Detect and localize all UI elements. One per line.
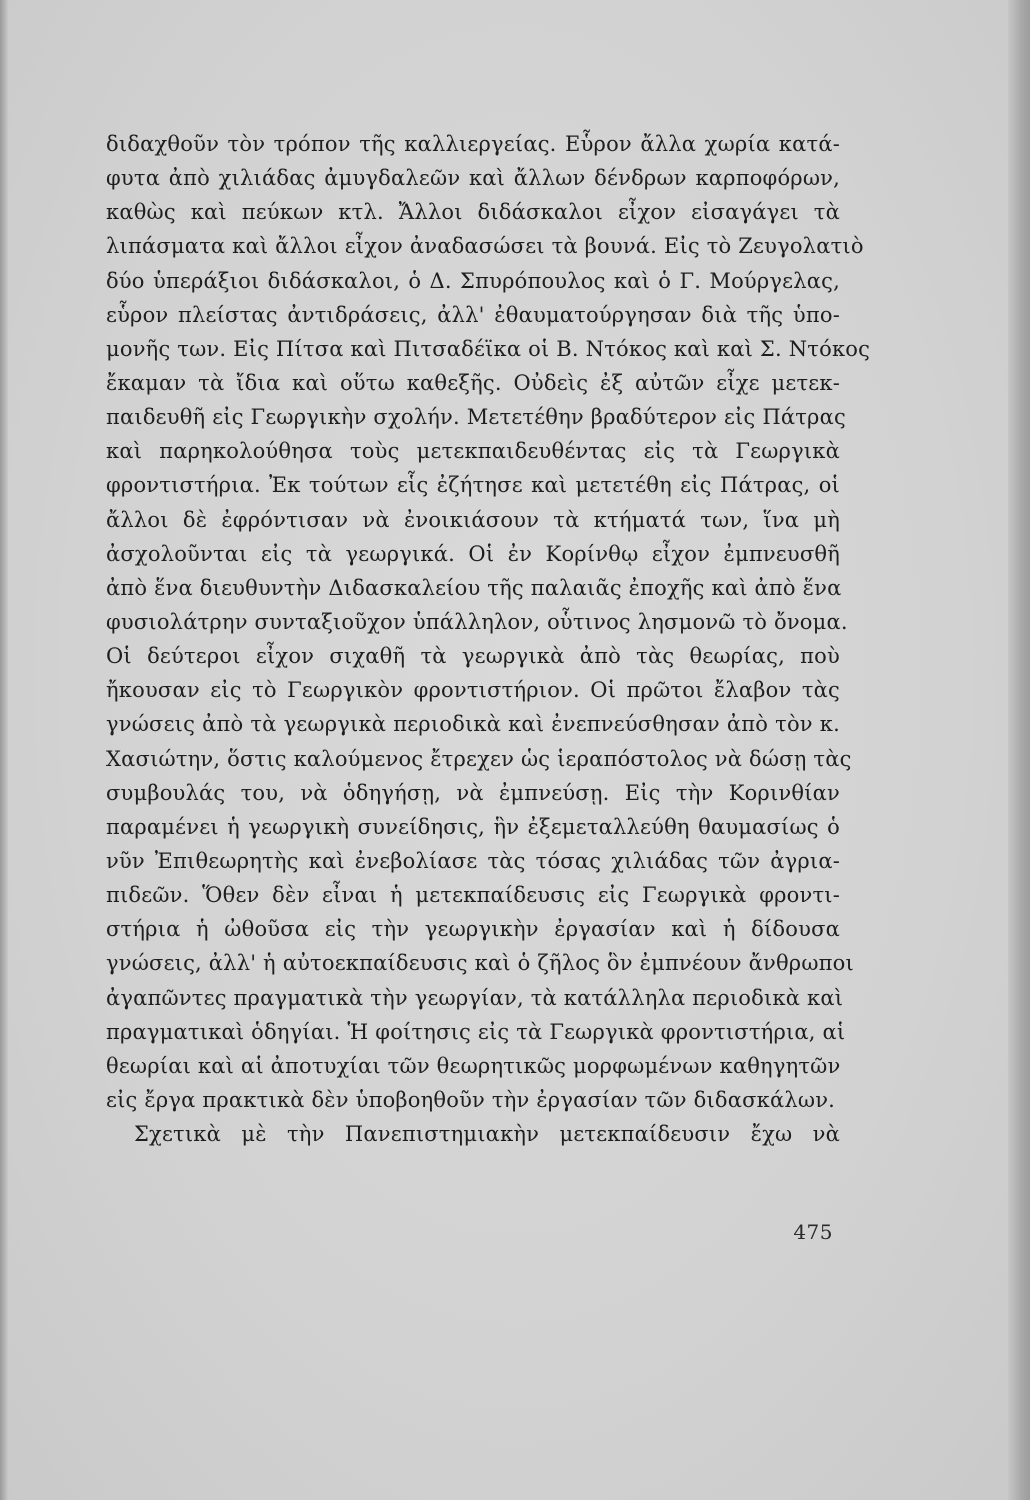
text-line: γνώσεις, ἀλλ' ἡ αὐτοεκπαίδευσις καὶ ὁ ζῆλος ὃν ἐμπνέουν ἄνθρωποι: [106, 951, 854, 976]
text-line: δύο ὑπεράξιοι διδάσκαλοι, ὁ Δ. Σπυρόπουλος καὶ ὁ Γ. Μούργελας,: [106, 268, 840, 293]
text-line: ἔκαμαν τὰ ἴδια καὶ οὕτω καθεξῆς. Οὐδεὶς ἐξ αὐτῶν εἶχε μετεκ-: [106, 370, 840, 395]
text-line: καθὼς καὶ πεύκων κτλ. Ἄλλοι διδάσκαλοι εἶχον εἰσαγάγει τὰ: [106, 200, 840, 225]
text-line: Χασιώτην, ὅστις καλούμενος ἔτρεχεν ὡς ἱεραπόστολος νὰ δώσῃ τὰς: [106, 746, 852, 771]
text-line: φροντιστήρια. Ἐκ τούτων εἷς ἐζήτησε καὶ μετετέθη εἰς Πάτρας, οἱ: [106, 473, 840, 498]
text-line: εὗρον πλείστας ἀντιδράσεις, ἀλλ' ἐθαυματούργησαν διὰ τῆς ὑπο-: [106, 302, 840, 327]
text-line: ἤκουσαν εἰς τὸ Γεωργικὸν φροντιστήριον. Οἱ πρῶτοι ἔλαβον τὰς: [106, 678, 840, 703]
text-line: πιδεῶν. Ὅθεν δὲν εἶναι ἡ μετεκπαίδευσις εἰς Γεωργικὰ φροντι-: [106, 883, 840, 908]
text-line: ἀσχολοῦνται εἰς τὰ γεωργικά. Οἱ ἐν Κορίνθῳ εἶχον ἐμπνευσθῆ: [106, 541, 840, 566]
text-line: Οἱ δεύτεροι εἶχον σιχαθῆ τὰ γεωργικὰ ἀπὸ τὰς θεωρίας, ποὺ: [106, 644, 840, 669]
text-line: μονῆς των. Εἰς Πίτσα καὶ Πιτσαδέϊκα οἱ Β. Ντόκος καὶ καὶ Σ. Ντόκος: [106, 336, 871, 361]
text-line: ἀπὸ ἕνα διευθυντὴν Διδασκαλείου τῆς παλαιᾶς ἐποχῆς καὶ ἀπὸ ἕνα: [106, 575, 842, 600]
text-line: στήρια ἡ ὠθοῦσα εἰς τὴν γεωργικὴν ἐργασίαν καὶ ἡ δίδουσα: [106, 917, 840, 942]
text-line: παραμένει ἡ γεωργικὴ συνείδησις, ἣν ἐξεμεταλλεύθη θαυμασίως ὁ: [106, 814, 840, 839]
text-line: λιπάσματα καὶ ἄλλοι εἶχον ἀναδασώσει τὰ βουνά. Εἰς τὸ Ζευγολατιὸ: [106, 234, 864, 259]
text-line: εἰς ἔργα πρακτικὰ δὲν ὑποβοηθοῦν τὴν ἐργασίαν τῶν διδασκάλων.: [106, 1087, 836, 1112]
text-line: νῦν Ἐπιθεωρητὴς καὶ ἐνεβολίασε τὰς τόσας χιλιάδας τῶν ἀγρια-: [106, 848, 840, 873]
text-line: παιδευθῆ εἰς Γεωργικὴν σχολήν. Μετετέθην βραδύτερον εἰς Πάτρας: [106, 405, 846, 430]
body-text: [106, 127, 871, 1151]
page-number: 475: [793, 1220, 833, 1244]
page-right-edge: [1008, 0, 1030, 1500]
text-line: πραγματικαὶ ὁδηγίαι. Ἡ φοίτησις εἰς τὰ Γεωργικὰ φροντιστήρια, αἱ: [106, 1019, 846, 1044]
text-line: ἀγαπῶντες πραγματικὰ τὴν γεωργίαν, τὰ κατάλληλα περιοδικὰ καὶ: [106, 985, 844, 1010]
text-line: διδαχθοῦν τὸν τρόπον τῆς καλλιεργείας. Εὗρον ἄλλα χωρία κατά-: [106, 132, 840, 156]
text-line: φυσιολάτρην συνταξιοῦχον ὑπάλληλον, οὗτινος λησμονῶ τὸ ὄνομα.: [106, 609, 848, 634]
text-line: Σχετικὰ μὲ τὴν Πανεπιστημιακὴν μετεκπαίδευσιν ἔχω νὰ: [134, 1122, 840, 1147]
text-line: ἄλλοι δὲ ἐφρόντισαν νὰ ἐνοικιάσουν τὰ κτήματά των, ἵνα μὴ: [106, 507, 840, 532]
text-line: γνώσεις ἀπὸ τὰ γεωργικὰ περιοδικὰ καὶ ἐνεπνεύσθησαν ἀπὸ τὸν κ.: [106, 712, 840, 737]
text-line: καὶ παρηκολούθησα τοὺς μετεκπαιδευθέντας εἰς τὰ Γεωργικὰ: [106, 439, 840, 464]
text-line: φυτα ἀπὸ χιλιάδας ἀμυγδαλεῶν καὶ ἄλλων δένδρων καρποφόρων,: [106, 166, 840, 191]
text-line: θεωρίαι καὶ αἱ ἀποτυχίαι τῶν θεωρητικῶς μορφωμένων καθηγητῶν: [106, 1053, 841, 1078]
page-left-edge: [0, 0, 8, 1500]
text-line: συμβουλάς του, νὰ ὁδηγήσῃ, νὰ ἐμπνεύσῃ. Εἰς τὴν Κορινθίαν: [106, 780, 840, 805]
